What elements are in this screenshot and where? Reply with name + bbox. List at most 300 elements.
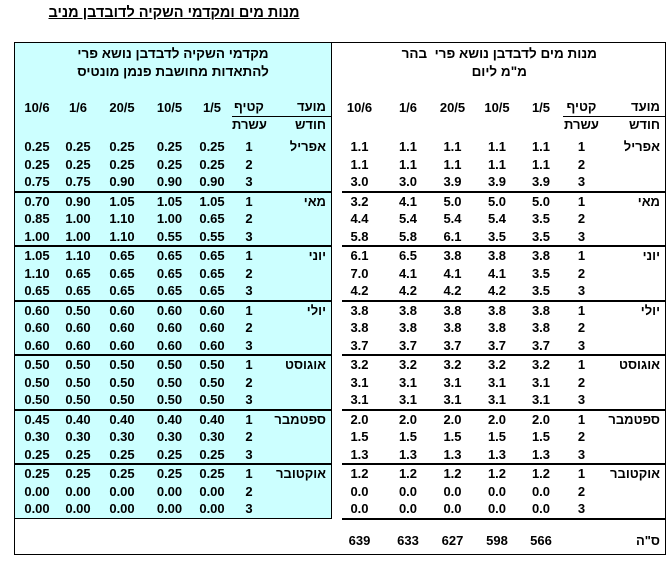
month-header: חודש — [628, 116, 660, 132]
date-header: 1/5 — [531, 99, 551, 115]
value-cell: 3.8 — [487, 320, 507, 335]
irrigation-coefficients-table — [15, 43, 332, 519]
value-cell: 1.1 — [487, 156, 507, 172]
value-cell: 0.25 — [109, 139, 135, 154]
value-cell: 0.40 — [109, 411, 135, 427]
value-cell: 3.0 — [350, 174, 369, 189]
value-cell: 0.25 — [65, 446, 91, 462]
value-cell: 1.2 — [350, 466, 369, 481]
table-row — [334, 446, 666, 464]
value-cell: 0.40 — [199, 411, 225, 427]
value-cell: 3.8 — [531, 302, 551, 318]
value-cell: 0.50 — [65, 392, 91, 407]
table-row — [15, 483, 331, 501]
value-cell: 1.3 — [398, 446, 418, 462]
table-row — [15, 319, 331, 337]
header-row-sublabels — [15, 116, 331, 134]
tenday-cell: 2 — [245, 429, 253, 444]
table-row — [334, 173, 666, 191]
value-cell: 0.50 — [109, 392, 135, 407]
table-row — [15, 193, 331, 211]
month-name-cell: ספטמבר — [608, 411, 660, 427]
table-row — [334, 282, 666, 300]
tenday-cell: 3 — [577, 446, 586, 462]
value-cell: 1.1 — [443, 156, 462, 172]
value-cell: 3.7 — [487, 337, 507, 353]
value-cell: 3.8 — [531, 320, 551, 335]
value-cell: 4.2 — [487, 283, 507, 298]
value-cell: 0.25 — [109, 446, 135, 462]
value-cell: 1.1 — [531, 139, 551, 154]
value-cell: 0.0 — [531, 501, 551, 516]
tenday-cell: 2 — [577, 265, 586, 281]
value-cell: 3.8 — [531, 248, 551, 263]
value-cell: 3.1 — [350, 374, 369, 390]
value-cell: 4.2 — [350, 283, 369, 298]
value-cell: 1.5 — [487, 429, 507, 444]
value-cell: 3.1 — [443, 392, 462, 407]
value-cell: 1.1 — [487, 139, 507, 154]
value-cell: 0.25 — [65, 139, 91, 154]
value-cell: 3.1 — [398, 374, 418, 390]
value-cell: 1.5 — [398, 429, 418, 444]
tenday-cell: 3 — [577, 337, 586, 353]
value-cell: 0.60 — [199, 337, 225, 353]
value-cell: 4.2 — [398, 283, 418, 298]
value-cell: 1.3 — [531, 446, 551, 462]
header-gap — [15, 81, 331, 98]
value-cell: 5.0 — [443, 193, 462, 209]
table-row — [15, 428, 331, 446]
value-cell: 0.70 — [24, 193, 50, 209]
value-cell: 3.5 — [531, 211, 551, 226]
value-cell: 1.10 — [24, 265, 50, 281]
value-cell: 0.90 — [65, 193, 91, 209]
value-cell: 0.65 — [65, 283, 91, 298]
value-cell: 0.30 — [24, 429, 50, 444]
value-cell: 0.60 — [24, 320, 50, 335]
value-cell: 0.75 — [65, 174, 91, 189]
value-cell: 1.05 — [24, 248, 50, 263]
value-cell: 0.50 — [199, 357, 225, 372]
value-cell: 0.0 — [350, 483, 369, 499]
value-cell: 0.60 — [109, 320, 135, 335]
value-cell: 0.0 — [443, 501, 462, 516]
value-cell: 0.25 — [199, 139, 225, 154]
table-row — [334, 156, 666, 174]
value-cell: 0.30 — [156, 429, 183, 444]
value-cell: 3.7 — [443, 337, 462, 353]
table-row — [334, 319, 666, 337]
value-cell: 1.3 — [487, 446, 507, 462]
value-cell: 0.25 — [199, 156, 225, 172]
table-row — [15, 337, 331, 355]
tenday-cell: 3 — [245, 446, 253, 462]
tenday-cell: 2 — [577, 156, 586, 172]
table-row — [15, 465, 331, 483]
value-cell: 3.1 — [443, 374, 462, 390]
date-header: 10/5 — [484, 99, 510, 115]
value-cell: 0.85 — [24, 211, 50, 226]
value-cell: 1.00 — [65, 211, 91, 226]
value-cell: 0.50 — [65, 374, 91, 390]
table-row — [334, 210, 666, 228]
value-cell: 3.9 — [487, 174, 507, 189]
tenday-cell: 1 — [245, 193, 253, 209]
value-cell: 3.2 — [487, 357, 507, 372]
value-cell: 0.30 — [199, 429, 225, 444]
value-cell: 1.5 — [443, 429, 462, 444]
value-cell: 4.2 — [443, 283, 462, 298]
total-value-cell: 566 — [530, 532, 552, 548]
value-cell: 1.1 — [531, 156, 551, 172]
tenday-cell: 1 — [577, 466, 586, 481]
value-cell: 0.65 — [109, 248, 135, 263]
value-cell: 1.10 — [65, 248, 91, 263]
value-cell: 0.25 — [109, 466, 135, 481]
tenday-cell: 1 — [245, 248, 253, 263]
value-cell: 0.00 — [109, 483, 135, 499]
value-cell: 0.0 — [350, 501, 369, 516]
value-cell: 0.55 — [156, 228, 183, 244]
value-cell: 3.1 — [398, 392, 418, 407]
value-cell: 0.60 — [199, 320, 225, 335]
tenday-header: עשרת — [564, 116, 599, 132]
header-gap — [334, 81, 666, 98]
value-cell: 3.8 — [350, 302, 369, 318]
table-row — [334, 302, 666, 320]
value-cell: 2.0 — [487, 411, 507, 427]
tenday-cell: 2 — [577, 429, 586, 444]
value-cell: 0.60 — [109, 337, 135, 353]
value-cell: 0.65 — [199, 211, 225, 226]
month-name-cell: יולי — [306, 302, 326, 318]
value-cell: 1.3 — [350, 446, 369, 462]
value-cell: 0.25 — [199, 446, 225, 462]
value-cell: 1.2 — [443, 466, 462, 481]
value-cell: 4.1 — [398, 265, 418, 281]
value-cell: 0.0 — [487, 483, 507, 499]
value-cell: 6.1 — [350, 248, 369, 263]
value-cell: 0.60 — [24, 337, 50, 353]
value-cell: 0.65 — [65, 265, 91, 281]
value-cell: 1.1 — [398, 156, 418, 172]
value-cell: 0.65 — [199, 265, 225, 281]
value-cell: 0.45 — [24, 411, 50, 427]
value-cell: 0.60 — [65, 320, 91, 335]
tenday-cell: 3 — [245, 337, 253, 353]
value-cell: 0.50 — [199, 374, 225, 390]
value-cell: 3.5 — [531, 228, 551, 244]
table-row — [334, 374, 666, 392]
date-header: 20/5 — [439, 99, 466, 115]
value-cell: 0.25 — [24, 466, 50, 481]
table-row — [334, 428, 666, 446]
value-cell: 3.8 — [487, 248, 507, 263]
value-cell: 0.25 — [65, 466, 91, 481]
date-header: 10/6 — [24, 99, 50, 115]
value-cell: 1.10 — [109, 211, 135, 226]
value-cell: 2.0 — [443, 411, 462, 427]
value-cell: 0.65 — [156, 248, 183, 263]
table-row — [15, 302, 331, 320]
table-row — [334, 193, 666, 211]
tenday-cell: 3 — [577, 228, 586, 244]
value-cell: 3.7 — [531, 337, 551, 353]
value-cell: 0.60 — [199, 302, 225, 318]
value-cell: 0.65 — [199, 248, 225, 263]
tenday-cell: 1 — [577, 411, 586, 427]
table-row — [15, 356, 331, 374]
value-cell: 0.25 — [24, 446, 50, 462]
tenday-cell: 1 — [245, 411, 253, 427]
value-cell: 2.0 — [398, 411, 418, 427]
month-name-cell: אוגוסט — [619, 357, 660, 372]
value-cell: 0.25 — [24, 156, 50, 172]
tenday-cell: 2 — [577, 211, 586, 226]
value-cell: 0.25 — [109, 156, 135, 172]
total-value-cell: 627 — [441, 532, 464, 548]
table-row — [334, 356, 666, 374]
table-row — [15, 391, 331, 409]
value-cell: 0.50 — [199, 392, 225, 407]
value-cell: 0.60 — [156, 302, 183, 318]
value-cell: 0.00 — [65, 501, 91, 516]
tenday-cell: 1 — [245, 139, 253, 154]
water-quantities-table — [334, 43, 666, 554]
month-header: חודש — [294, 116, 326, 132]
month-name-cell: אפריל — [623, 139, 660, 154]
value-cell: 5.4 — [487, 211, 507, 226]
value-cell: 3.5 — [531, 283, 551, 298]
value-cell: 0.90 — [156, 174, 183, 189]
tenday-cell: 2 — [245, 320, 253, 335]
table-row — [334, 247, 666, 265]
tenday-cell: 3 — [245, 228, 253, 244]
value-cell: 3.2 — [350, 357, 369, 372]
date-header: 1/6 — [398, 99, 418, 115]
total-row — [334, 532, 666, 550]
value-cell: 5.8 — [350, 228, 369, 244]
tenday-cell: 1 — [577, 139, 586, 154]
value-cell: 1.2 — [531, 466, 551, 481]
value-cell: 1.1 — [350, 156, 369, 172]
value-cell: 1.00 — [156, 211, 183, 226]
value-cell: 3.8 — [398, 320, 418, 335]
value-cell: 0.65 — [199, 283, 225, 298]
value-cell: 0.50 — [109, 374, 135, 390]
tenday-cell: 1 — [245, 466, 253, 481]
value-cell: 0.65 — [109, 265, 135, 281]
value-cell: 1.1 — [350, 139, 369, 154]
value-cell: 3.8 — [443, 302, 462, 318]
tenday-cell: 3 — [577, 392, 586, 407]
moed-header: מועד — [601, 98, 666, 117]
value-cell: 0.0 — [398, 483, 418, 499]
table-row — [15, 156, 331, 174]
table-row — [15, 138, 331, 156]
table-row — [334, 337, 666, 355]
header-row-sublabels — [334, 116, 666, 134]
value-cell: 3.5 — [487, 228, 507, 244]
value-cell: 1.2 — [398, 466, 418, 481]
table-row — [334, 391, 666, 409]
value-cell: 3.2 — [398, 357, 418, 372]
katif-header: קטיף — [563, 98, 601, 117]
month-name-cell: ספטמבר — [274, 411, 326, 427]
value-cell: 6.5 — [398, 248, 418, 263]
tenday-cell: 2 — [245, 265, 253, 281]
table-title-line1: מקדמי השקיה לדבדבן נושא פרי — [77, 46, 269, 61]
value-cell: 1.5 — [531, 429, 551, 444]
value-cell: 5.0 — [487, 193, 507, 209]
value-cell: 3.1 — [487, 392, 507, 407]
value-cell: 2.0 — [531, 411, 551, 427]
table-row — [15, 265, 331, 283]
value-cell: 4.1 — [398, 193, 418, 209]
value-cell: 3.1 — [531, 392, 551, 407]
value-cell: 0.40 — [156, 411, 183, 427]
date-header: 10/5 — [156, 99, 183, 115]
value-cell: 0.0 — [443, 483, 462, 499]
total-value-cell: 639 — [348, 532, 371, 548]
tenday-cell: 3 — [245, 174, 253, 189]
table-row — [15, 210, 331, 228]
tenday-cell: 2 — [577, 374, 586, 390]
table-title-line1: מנות מים לדבדבן נושא פרי בהר — [401, 46, 597, 61]
tenday-cell: 1 — [577, 357, 586, 372]
value-cell: 0.00 — [65, 483, 91, 499]
value-cell: 0.50 — [24, 357, 50, 372]
value-cell: 3.2 — [350, 193, 369, 209]
total-value-cell: 598 — [486, 532, 508, 548]
tenday-cell: 1 — [577, 248, 586, 263]
value-cell: 3.1 — [487, 374, 507, 390]
tenday-cell: 3 — [577, 501, 586, 516]
tenday-cell: 1 — [245, 357, 253, 372]
value-cell: 0.90 — [199, 174, 225, 189]
month-name-cell: יוני — [642, 248, 660, 263]
tables-container — [14, 42, 666, 555]
value-cell: 0.60 — [156, 320, 183, 335]
tenday-cell: 1 — [577, 193, 586, 209]
value-cell: 0.50 — [24, 392, 50, 407]
value-cell: 0.50 — [65, 302, 91, 318]
table-row — [15, 247, 331, 265]
value-cell: 4.1 — [443, 265, 462, 281]
table-row — [15, 374, 331, 392]
value-cell: 4.1 — [487, 265, 507, 281]
value-cell: 1.1 — [398, 139, 418, 154]
value-cell: 0.60 — [156, 337, 183, 353]
value-cell: 0.0 — [531, 483, 551, 499]
value-cell: 1.10 — [109, 228, 135, 244]
value-cell: 0.55 — [199, 228, 225, 244]
tenday-cell: 2 — [577, 483, 586, 499]
month-name-cell: אפריל — [289, 139, 326, 154]
value-cell: 1.3 — [443, 446, 462, 462]
value-cell: 0.00 — [109, 501, 135, 516]
value-cell: 3.8 — [350, 320, 369, 335]
value-cell: 0.00 — [24, 501, 50, 516]
date-header: 1/5 — [202, 99, 222, 115]
value-cell: 3.8 — [398, 302, 418, 318]
value-cell: 7.0 — [350, 265, 369, 281]
value-cell: 0.00 — [199, 501, 225, 516]
tenday-cell: 2 — [245, 374, 253, 390]
value-cell: 0.50 — [156, 374, 183, 390]
header-row-dates — [15, 98, 331, 116]
value-cell: 5.4 — [398, 211, 418, 226]
value-cell: 0.75 — [24, 174, 50, 189]
value-cell: 0.25 — [65, 156, 91, 172]
header-row-dates — [334, 98, 666, 116]
value-cell: 0.40 — [65, 411, 91, 427]
value-cell: 0.50 — [156, 357, 183, 372]
value-cell: 3.2 — [443, 357, 462, 372]
value-cell: 3.2 — [531, 357, 551, 372]
month-name-cell: מאי — [637, 193, 660, 209]
table-row — [334, 483, 666, 501]
value-cell: 1.2 — [487, 466, 507, 481]
value-cell: 3.8 — [443, 320, 462, 335]
value-cell: 3.5 — [531, 265, 551, 281]
tenday-cell: 1 — [577, 302, 586, 318]
value-cell: 2.0 — [350, 411, 369, 427]
value-cell: 1.05 — [109, 193, 135, 209]
tenday-cell: 1 — [245, 302, 253, 318]
tenday-cell: 2 — [245, 211, 253, 226]
value-cell: 1.00 — [24, 228, 50, 244]
value-cell: 5.0 — [531, 193, 551, 209]
tenday-header: עשרת — [232, 116, 267, 132]
value-cell: 5.4 — [443, 211, 462, 226]
month-name-cell: אוקטובר — [610, 466, 660, 481]
tenday-cell: 3 — [577, 174, 586, 189]
value-cell: 0.25 — [156, 139, 183, 154]
value-cell: 0.0 — [398, 501, 418, 516]
total-gap — [334, 520, 666, 532]
page-title: מנות מים ומקדמי השקיה לדובדבן מניב — [48, 5, 300, 21]
value-cell: 0.30 — [109, 429, 135, 444]
date-header: 1/6 — [68, 99, 88, 115]
value-cell: 3.7 — [398, 337, 418, 353]
value-cell: 0.25 — [156, 446, 183, 462]
value-cell: 0.60 — [65, 337, 91, 353]
month-name-cell: אוקטובר — [276, 466, 326, 481]
value-cell: 0.00 — [199, 483, 225, 499]
date-header: 20/5 — [109, 99, 135, 115]
value-cell: 0.25 — [156, 466, 183, 481]
value-cell: 0.50 — [156, 392, 183, 407]
value-cell: 1.1 — [443, 139, 462, 154]
table-row — [15, 282, 331, 300]
table-row — [334, 265, 666, 283]
value-cell: 0.25 — [199, 466, 225, 481]
value-cell: 3.7 — [350, 337, 369, 353]
value-cell: 0.60 — [24, 302, 50, 318]
value-cell: 3.1 — [531, 374, 551, 390]
table-title-line2: להתאדות מחושבת פנמן מונטיס — [77, 64, 269, 79]
moed-header: מועד — [266, 98, 331, 117]
value-cell: 3.1 — [350, 392, 369, 407]
tenday-cell: 2 — [577, 320, 586, 335]
table-title-line2: מ"מ ליום — [471, 64, 527, 79]
table-row — [334, 500, 666, 518]
tenday-cell: 2 — [245, 483, 253, 499]
tenday-cell: 3 — [245, 501, 253, 516]
value-cell: 0.00 — [156, 501, 183, 516]
